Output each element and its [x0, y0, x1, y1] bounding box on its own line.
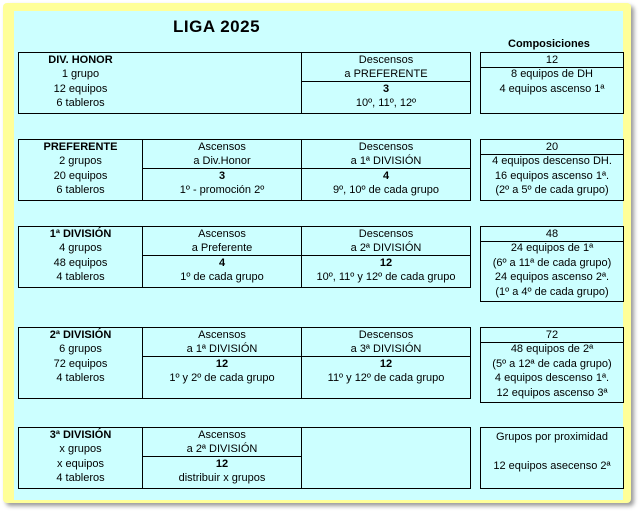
preferente-info: [19, 140, 142, 198]
composition-line: 24 equipos ascenso 2ª.: [494, 271, 610, 284]
div-honor-table: [18, 52, 471, 114]
composition-total: 72: [545, 329, 559, 341]
primera-division-descensos: [302, 227, 470, 285]
division-teams: 20 equipos: [53, 169, 108, 182]
descensos-detail: 9º, 10º de cada grupo: [333, 184, 439, 197]
division-name: PREFERENTE: [43, 141, 118, 153]
division-name: 3ª DIVISIÓN: [49, 429, 112, 441]
division-groups: x grupos: [59, 443, 102, 456]
descensos-count: 4: [382, 169, 390, 182]
descensos-count: 12: [379, 357, 393, 370]
composition-line: 48 equipos de 2ª: [510, 343, 594, 356]
division-boards: 6 tableros: [56, 184, 105, 197]
primera-division-info: [19, 227, 142, 285]
primera-division-table: [18, 226, 471, 288]
tercera-division-ascensos: [143, 428, 301, 486]
segunda-division-table: [18, 327, 471, 399]
composition-line: 4 equipos ascenso 1ª: [499, 82, 605, 95]
composition-line: 24 equipos de 1ª: [510, 242, 594, 255]
descensos-label: Descensos: [358, 54, 414, 66]
composition-line: (1º a 4º de cada grupo): [495, 285, 609, 298]
composition-line: 4 equipos descenso 1ª.: [494, 372, 610, 385]
division-groups: 6 grupos: [59, 343, 102, 356]
descensos-count: 12: [379, 256, 393, 269]
ascensos-detail: distribuir x grupos: [178, 472, 266, 485]
segunda-division-info: [19, 328, 142, 386]
segunda-division-ascensos: [143, 328, 301, 386]
composition-line: 16 equipos ascenso 1ª.: [494, 169, 610, 182]
composition-line: [481, 444, 623, 458]
ascensos-target: a Div.Honor: [193, 155, 251, 168]
ascensos-count: 12: [215, 457, 229, 470]
ascensos-target: a 1ª DIVISIÓN: [186, 343, 258, 356]
preferente-descensos: [302, 140, 470, 198]
descensos-label: Descensos: [358, 141, 414, 153]
preferente-composition: [480, 139, 624, 201]
composition-line: 12 equipos asecenso 2ª: [493, 459, 611, 472]
ascensos-count: 3: [218, 169, 226, 182]
division-name: DIV. HONOR: [48, 54, 113, 66]
ascensos-label: Ascensos: [198, 329, 246, 341]
descensos-detail: 10º, 11º y 12º de cada grupo: [316, 271, 456, 284]
division-groups: 4 grupos: [59, 242, 102, 255]
composiciones-header: Composiciones: [508, 38, 590, 50]
ascensos-detail: 1º de cada grupo: [180, 271, 264, 284]
tercera-division-composition: [480, 427, 624, 489]
preferente-ascensos: [143, 140, 301, 198]
descensos-count: 3: [382, 82, 390, 95]
composition-total: 20: [545, 141, 559, 153]
composition-line: (6º a 11ª de cada grupo): [492, 256, 612, 269]
div-honor-info: [19, 53, 142, 111]
composition-line: 4 equipos descenso DH.: [492, 155, 612, 168]
division-teams: 72 equipos: [53, 357, 108, 370]
division-groups: 1 grupo: [61, 68, 100, 81]
division-teams: x equipos: [56, 457, 105, 470]
composition-line: (5º a 12ª de cada grupo): [492, 357, 612, 370]
composition-line: Grupos por proximidad: [496, 431, 608, 443]
descensos-target: a 1ª DIVISIÓN: [350, 155, 422, 168]
division-groups: 2 grupos: [59, 155, 102, 168]
descensos-target: a 2ª DIVISIÓN: [350, 242, 422, 255]
ascensos-target: a 2ª DIVISIÓN: [186, 443, 258, 456]
descensos-target: a PREFERENTE: [344, 68, 428, 81]
division-name: 1ª DIVISIÓN: [49, 228, 112, 240]
composition-line: (2º a 5º de cada grupo): [495, 184, 609, 197]
page-title: LIGA 2025: [173, 17, 261, 36]
division-boards: 4 tableros: [56, 472, 105, 485]
composition-line: 8 equipos de DH: [511, 68, 593, 81]
descensos-label: Descensos: [358, 228, 414, 240]
descensos-target: a 3ª DIVISIÓN: [350, 343, 422, 356]
ascensos-label: Ascensos: [198, 429, 246, 441]
div-honor-descensos: [302, 53, 470, 111]
preferente-table: [18, 139, 471, 201]
ascensos-detail: 1º y 2º de cada grupo: [169, 372, 275, 385]
composition-total: 12: [545, 54, 559, 66]
ascensos-label: Ascensos: [198, 141, 246, 153]
primera-division-composition: [480, 226, 624, 302]
division-teams: 48 equipos: [53, 256, 108, 269]
div-honor-composition: [480, 52, 624, 114]
tercera-division-table: [18, 427, 471, 489]
division-boards: 4 tableros: [56, 372, 105, 385]
division-boards: 6 tableros: [56, 97, 105, 110]
division-boards: 4 tableros: [56, 271, 105, 284]
descensos-detail: 10º, 11º, 12º: [355, 97, 417, 110]
ascensos-count: 4: [218, 256, 226, 269]
ascensos-detail: 1º - promoción 2º: [179, 184, 265, 197]
division-teams: 12 equipos: [53, 82, 108, 95]
primera-division-ascensos: [143, 227, 301, 285]
descensos-detail: 11º y 12º de cada grupo: [327, 372, 445, 385]
segunda-division-descensos: [302, 328, 470, 386]
segunda-division-composition: [480, 327, 624, 403]
composition-total: 48: [545, 228, 559, 240]
descensos-label: Descensos: [358, 329, 414, 341]
ascensos-count: 12: [215, 357, 229, 370]
division-name: 2ª DIVISIÓN: [49, 329, 112, 341]
composition-line: 12 equipos ascenso 3ª: [496, 386, 608, 399]
tercera-division-info: [19, 428, 142, 486]
ascensos-target: a Preferente: [191, 242, 253, 255]
ascensos-label: Ascensos: [198, 228, 246, 240]
